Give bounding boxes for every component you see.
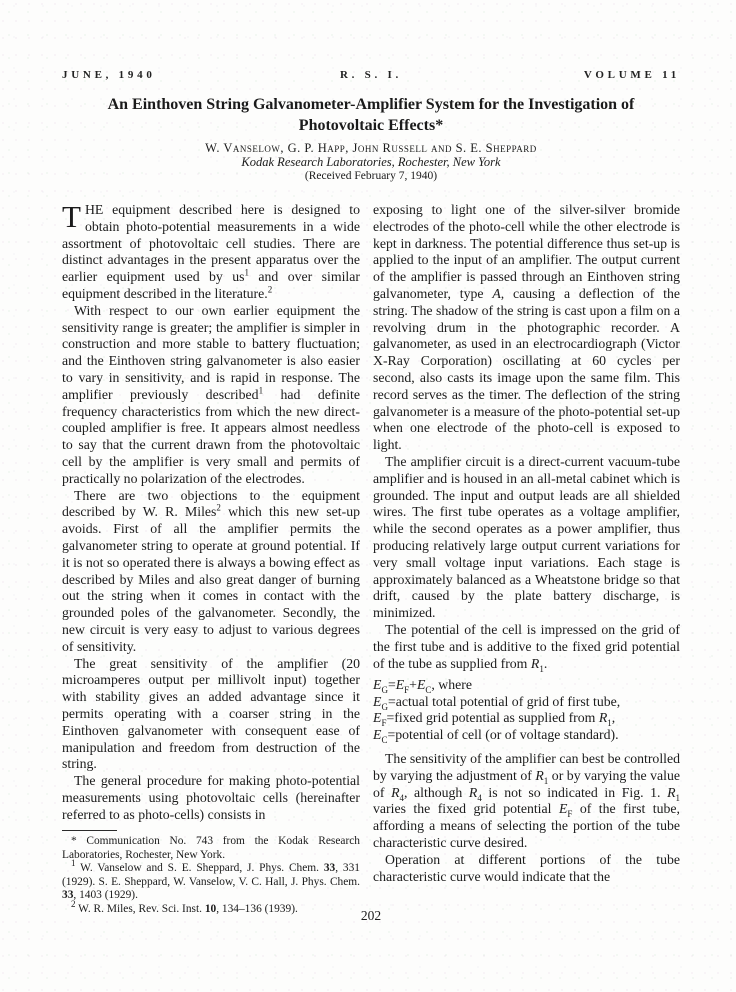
- authors-line: W. Vanselow, G. P. Happ, John Russell and S. E. Sheppard: [205, 141, 537, 155]
- page-number: 202: [360, 908, 382, 923]
- running-head-issue-date: JUNE, 1940: [62, 69, 156, 81]
- running-head-volume: VOLUME 11: [583, 69, 680, 81]
- footnote: * Communication No. 743 from the Kodak Research Laboratories, Rochester, New York.: [62, 835, 360, 861]
- footnote: $^2$ W. R. Miles, Rev. Sci. Inst. 10, 134–136 (1939).: [71, 898, 298, 915]
- body-paragraph: THE equipment described here is designed to obtain photo-potential measurements in a wide assortment of photovoltaic cell studies. There are distinct advantages in the present apparatus over the earlier equipment used by $us^1$ and over similar equipment described in the literature.$^2$: [62, 199, 360, 301]
- body-paragraph: Operation at different portions of the tube characteristic curve would indicate that the: [373, 851, 680, 884]
- body-paragraph: The great sensitivity of the amplifier (20 microamperes output per millivolt input) together with stability gives an added advantage since it permits operating with a coarser string in the Einthoven galvanometer with consequent ease of manipulation and freedom from destruction of the string.: [62, 655, 360, 772]
- body-paragraph: exposing to light one of the silver-silver bromide electrodes of the photo-cell while the other electrode is kept in darkness. The potential difference thus set-up is applied to the input of an amplifier. The output current of the amplifier is passed through an Einthoven string galvanometer, type A, causing a deflection of the string. The shadow of the string is cast upon a film on a revolving drum in the photographic recorder. A galvanometer, as used in an electrocardiograph (Victor X-Ray Corporation) oscillating at 60 cycles per second, also casts its image upon the same film. This record serves as the timer. The deflection of the string galvanometer is a measure of the photo-potential set-up when one electrode of the photo-cell is exposed to light.: [373, 202, 680, 453]
- body-paragraph: The general procedure for making photo-potential measurements using photovoltaic cells (hereinafter referred to as photo-cells) consists in: [62, 773, 360, 822]
- footnote-list: [62, 835, 360, 915]
- footnote-rule: [62, 830, 117, 831]
- footnote: $^1$ W. Vanselow and S. E. Sheppard, J. Phys. Chem. 33, 331 (1929). S. E. Sheppard, W. Vanselow, V. C. Hall, J. Phys. Chem. 33, 1403 (1929).: [62, 858, 360, 902]
- two-column-body: [62, 199, 681, 916]
- left-column: [62, 199, 360, 916]
- running-head: [62, 69, 680, 81]
- dropcap-letter: T: [62, 199, 81, 234]
- body-paragraph: There are two objections to the equipment described by W. R. Miles$^2$ which this new set-up avoids. First of all the amplifier permits the galvanometer string to operate at ground potential. If it is not so operated there is always a bowing effect as described by Miles and also great danger of burning out the string when it comes in contact with the grounded poles of the galvanometer. Secondly, the new circuit is very easy to adjust to various degrees of sensitivity.: [62, 487, 360, 654]
- body-paragraph: The sensitivity of the amplifier can best be controlled by varying the adjustment of $R_1$ or by varying the value of $R_4$, although $R_4$ is not so indicated in Fig. 1. $R_1$ varies the fixed grid potential $E_F$ of the first tube, affording a means of selecting the portion of the tube characteristic curve desired.: [373, 750, 681, 850]
- running-head-journal-abbrev: R. S. I.: [339, 69, 402, 81]
- affiliation-line: Kodak Research Laboratories, Rochester, New York: [241, 155, 501, 169]
- body-paragraph: With respect to our own earlier equipment the sensitivity range is greater; the amplifier is simpler in construction and more stable to battery fluctuation; and the Einthoven string galvanometer is also easier to vary in sensitivity, and is rapid in response. The amplifier previously described$^1$ had definite frequency characteristics from which the new direct-coupled amplifier is free. It appears almost needless to say that the current drawn from the photovoltaic cell by the amplifier is very small and permits of practically no polarization of the electrodes.: [62, 302, 360, 486]
- left-column-paragraphs: [62, 199, 360, 823]
- body-paragraph: The amplifier circuit is a direct-current vacuum-tube amplifier and is housed in an all-metal cabinet which is grounded. The input and output leads are all shielded wires. The first tube operates as a voltage amplifier, while the second operates as a power amplifier, thus producing relatively large output current variations for very small voltage input variations. Each stage is approximately balanced as a Wheatstone bridge so that drift, caused by the plate battery discharge, is minimized.: [373, 453, 680, 621]
- right-column-paragraphs: [373, 202, 680, 885]
- equation-block: $E_G=E_F+E_C$, where $E_G=actual$ total potential of grid of first tube, $E_F=fixed$ grid potential as supplied from $R_1$, $E_C=potential$ of cell (or of voltage standard).: [373, 677, 621, 745]
- right-column: [373, 202, 680, 916]
- body-paragraph: The potential of the cell is impressed on the grid of the first tube and is additive to the fixed grid potential of the tube as supplied from $R_1$.: [373, 621, 680, 674]
- received-date-line: (Received February 7, 1940): [304, 170, 438, 182]
- footnote-block: [62, 830, 360, 915]
- article-title: An Einthoven String Galvanometer-Amplifier System for the Investigation of Photovoltaic Effects*: [107, 96, 635, 134]
